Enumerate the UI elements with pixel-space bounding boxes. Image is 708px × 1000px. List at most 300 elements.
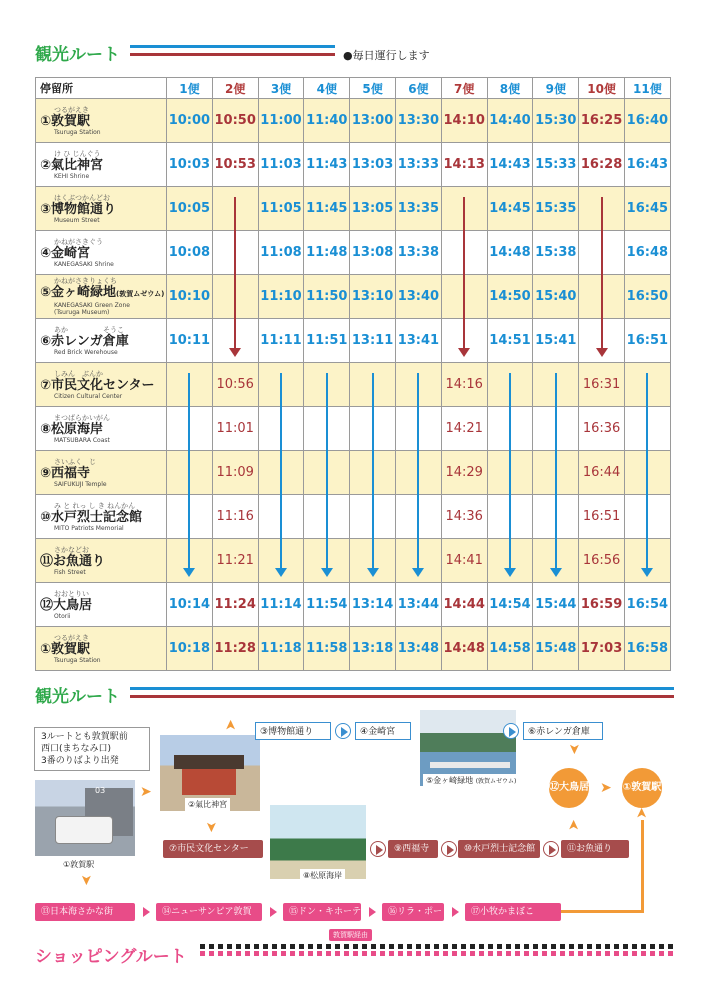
- circle-station: ①敦賀駅: [622, 768, 662, 808]
- dash-mark-bottom: [317, 951, 322, 956]
- dash-mark-top: [227, 944, 232, 949]
- time-cell: 15:38: [533, 231, 579, 275]
- stop-ruby: あか そうこ: [54, 325, 124, 334]
- time-cell: 16:45: [624, 187, 670, 231]
- map-rule-blue: [130, 687, 674, 690]
- time-cell: 11:10: [258, 275, 304, 319]
- stop-ruby: さいふく じ: [54, 457, 96, 466]
- time-cell: 10:53: [212, 143, 258, 187]
- stop-name-text: 大鳥居: [53, 597, 93, 613]
- time-cell: 16:50: [624, 275, 670, 319]
- dash-mark-bottom: [587, 951, 592, 956]
- stop-roman-extra: (Tsuruga Museum): [54, 309, 110, 316]
- time-cell: 16:54: [624, 583, 670, 627]
- time-cell: 11:24: [212, 583, 258, 627]
- dash-mark-bottom: [641, 951, 646, 956]
- time-cell: 11:14: [258, 583, 304, 627]
- stop-ruby: はくぶつかんどお: [54, 193, 110, 202]
- dash-mark-bottom: [659, 951, 664, 956]
- route-line-return: [561, 910, 641, 913]
- caption-station: ①敦賀駅: [60, 858, 97, 871]
- dash-mark-top: [497, 944, 502, 949]
- pier-shape: [430, 762, 510, 768]
- stop-number: ⑪: [40, 553, 54, 569]
- dash-mark-top: [578, 944, 583, 949]
- next-icon: [441, 841, 457, 857]
- dash-mark-bottom: [506, 951, 511, 956]
- shrine-body: [182, 769, 236, 795]
- time-cell: 13:10: [350, 275, 396, 319]
- dash-mark-top: [650, 944, 655, 949]
- stop-name-text: 西福寺: [51, 465, 91, 481]
- callout-line-2: 西口(まちなみ口): [41, 744, 112, 754]
- trip-header: 10便: [579, 78, 625, 99]
- stop-name-text: 氣比神宮: [51, 157, 104, 173]
- dash-mark-top: [425, 944, 430, 949]
- node-lira-port: ⑯リラ・ポート: [382, 903, 444, 921]
- circle-otorii: ⑫大鳥居: [549, 768, 589, 808]
- time-cell: 11:09: [212, 451, 258, 495]
- time-cell: 16:36: [579, 407, 625, 451]
- dash-mark-top: [317, 944, 322, 949]
- dash-mark-top: [245, 944, 250, 949]
- time-cell: 13:00: [350, 99, 396, 143]
- dash-mark-top: [641, 944, 646, 949]
- stop-roman: KEHI Shrine: [54, 172, 90, 180]
- stop-name: [40, 422, 166, 437]
- time-cell: 16:51: [579, 495, 625, 539]
- dash-mark-top: [299, 944, 304, 949]
- dash-mark-bottom: [245, 951, 250, 956]
- stop-roman: Otorii: [54, 612, 71, 620]
- time-cell: 14:48: [487, 231, 533, 275]
- table-row: [36, 275, 671, 319]
- time-cell: 13:18: [350, 627, 396, 671]
- stop-name: [40, 158, 166, 173]
- dash-mark-bottom: [425, 951, 430, 956]
- time-cell: 14:13: [441, 143, 487, 187]
- time-cell: 11:40: [304, 99, 350, 143]
- trip-header: 9便: [533, 78, 579, 99]
- time-cell: 15:44: [533, 583, 579, 627]
- table-row: [36, 627, 671, 671]
- time-cell: 16:40: [624, 99, 670, 143]
- stop-number: ①: [40, 641, 52, 657]
- dash-mark-bottom: [443, 951, 448, 956]
- stop-ruby: つるがえき: [54, 633, 89, 642]
- dash-mark-top: [569, 944, 574, 949]
- next-icon: [335, 723, 351, 739]
- time-cell: 16:28: [579, 143, 625, 187]
- trip-header: 8便: [487, 78, 533, 99]
- stop-cell: [36, 231, 167, 275]
- dash-mark-top: [542, 944, 547, 949]
- dash-mark-top: [488, 944, 493, 949]
- stop-cell: [36, 275, 167, 319]
- time-cell: 11:58: [304, 627, 350, 671]
- stop-number: ①: [40, 113, 52, 129]
- dash-mark-top: [353, 944, 358, 949]
- dash-mark-bottom: [560, 951, 565, 956]
- dash-mark-top: [659, 944, 664, 949]
- dash-mark-bottom: [326, 951, 331, 956]
- time-cell: 16:59: [579, 583, 625, 627]
- dash-mark-bottom: [236, 951, 241, 956]
- stop-name: [40, 114, 166, 129]
- time-cell: 11:11: [258, 319, 304, 363]
- caption-matsubara: ⑧松原海岸: [300, 869, 345, 882]
- stop-number: ⑦: [40, 377, 52, 393]
- time-cell: 16:43: [624, 143, 670, 187]
- stop-roman: KANEGASAKI Green Zone: [54, 302, 130, 309]
- time-cell: 13:35: [395, 187, 441, 231]
- stop-name-text: 金崎宮: [51, 245, 91, 261]
- trip-header: 6便: [395, 78, 441, 99]
- arrow-return-up: ➤: [633, 807, 650, 819]
- dash-mark-bottom: [497, 951, 502, 956]
- next-icon: [370, 841, 386, 857]
- table-row: [36, 407, 671, 451]
- node-new-sunpia: ⑭ニューサンピア敦賀: [156, 903, 262, 921]
- time-cell: 15:33: [533, 143, 579, 187]
- stop-cell: [36, 539, 167, 583]
- table-row: [36, 451, 671, 495]
- stop-cell: [36, 627, 167, 671]
- dash-mark-top: [470, 944, 475, 949]
- time-cell: 14:58: [487, 627, 533, 671]
- caption-green-zone-extra: (敦賀ムゼウム): [475, 778, 517, 785]
- dash-mark-bottom: [524, 951, 529, 956]
- dash-mark-top: [281, 944, 286, 949]
- dash-mark-top: [335, 944, 340, 949]
- stop-roman: Tsuruga Station: [54, 656, 101, 664]
- time-cell: 17:03: [579, 627, 625, 671]
- stop-roman: KANEGASAKI Shrine: [54, 260, 114, 268]
- trip-header: 3便: [258, 78, 304, 99]
- time-cell: 11:48: [304, 231, 350, 275]
- stop-name-text: 市民文化センター: [51, 377, 155, 393]
- dash-mark-top: [551, 944, 556, 949]
- stop-number: ⑩: [40, 509, 52, 525]
- dash-mark-top: [371, 944, 376, 949]
- time-cell: 11:43: [304, 143, 350, 187]
- section-title-sightseeing-map: 観光ルート: [35, 687, 120, 707]
- time-cell: 11:50: [304, 275, 350, 319]
- daily-operation-note: ●毎日運行します: [343, 49, 430, 62]
- dash-mark-top: [434, 944, 439, 949]
- time-cell: 14:21: [441, 407, 487, 451]
- stop-cell: [36, 187, 167, 231]
- time-cell: 16:48: [624, 231, 670, 275]
- dash-mark-top: [389, 944, 394, 949]
- dash-mark-top: [362, 944, 367, 949]
- stop-cell: [36, 99, 167, 143]
- time-cell: 10:00: [167, 99, 213, 143]
- stop-column-header: 停留所: [36, 78, 167, 99]
- stop-ruby: け ひ じんぐう: [54, 149, 101, 158]
- skip-arrow: [646, 373, 648, 569]
- node-red-brick-warehouse: ⑥赤レンガ倉庫: [523, 722, 603, 740]
- time-cell: 14:44: [441, 583, 487, 627]
- dash-mark-bottom: [533, 951, 538, 956]
- time-cell: 10:11: [167, 319, 213, 363]
- dash-mark-bottom: [281, 951, 286, 956]
- stop-cell: [36, 363, 167, 407]
- dash-mark-bottom: [218, 951, 223, 956]
- time-cell: 11:18: [258, 627, 304, 671]
- stop-name: [40, 510, 166, 525]
- stop-ruby: かねがさきりょくち: [54, 277, 117, 285]
- time-cell: 13:03: [350, 143, 396, 187]
- time-cell: 10:56: [212, 363, 258, 407]
- dash-mark-top: [587, 944, 592, 949]
- stop-roman: Red Brick Werehouse: [54, 348, 118, 356]
- time-cell: 13:05: [350, 187, 396, 231]
- time-cell: 10:03: [167, 143, 213, 187]
- stop-roman: Fish Street: [54, 568, 86, 576]
- dash-mark-bottom: [596, 951, 601, 956]
- dash-mark-bottom: [632, 951, 637, 956]
- dash-mark-top: [632, 944, 637, 949]
- tsuruga-station-photo: [35, 780, 135, 856]
- shrine-roof: [174, 755, 244, 769]
- stop-cell: [36, 319, 167, 363]
- time-cell: 15:41: [533, 319, 579, 363]
- time-cell: 16:58: [624, 627, 670, 671]
- table-row: [36, 143, 671, 187]
- stop-roman: Citizen Cultural Center: [54, 392, 123, 400]
- dash-mark-bottom: [542, 951, 547, 956]
- time-cell: 14:45: [487, 187, 533, 231]
- dash-mark-bottom: [371, 951, 376, 956]
- time-cell: 10:18: [167, 627, 213, 671]
- stop-name-text: 水戸烈士記念館: [51, 509, 143, 525]
- caption-green-zone-name: ⑤金ヶ崎緑地: [426, 776, 474, 785]
- stop-name-text: 松原海岸: [51, 421, 104, 437]
- dash-mark-bottom: [578, 951, 583, 956]
- node-don-quijote: ⑮ドン・キホーテ: [283, 903, 361, 921]
- skip-arrow: [463, 197, 465, 349]
- stop-roman: Museum Street: [54, 216, 100, 224]
- stop-number: ④: [40, 245, 52, 261]
- time-cell: 14:41: [441, 539, 487, 583]
- stop-cell: [36, 451, 167, 495]
- time-cell: 15:40: [533, 275, 579, 319]
- stop-name: [40, 598, 166, 613]
- dash-mark-top: [200, 944, 205, 949]
- skip-arrow: [326, 373, 328, 569]
- time-cell: 13:33: [395, 143, 441, 187]
- skip-arrow: [601, 197, 603, 349]
- stop-ruby: つるがえき: [54, 105, 89, 114]
- dash-mark-top: [596, 944, 601, 949]
- node-kanegasaki-shrine: ④金崎宮: [355, 722, 411, 740]
- caption-green-zone: [423, 774, 519, 787]
- table-row: [36, 495, 671, 539]
- time-cell: 11:05: [258, 187, 304, 231]
- dash-mark-top: [254, 944, 259, 949]
- trip-header: 4便: [304, 78, 350, 99]
- time-cell: 14:36: [441, 495, 487, 539]
- trip-header: 5便: [350, 78, 396, 99]
- stop-roman: MATSUBARA Coast: [54, 436, 110, 444]
- dash-mark-bottom: [272, 951, 277, 956]
- arrow-kehi-up: ➤: [222, 719, 239, 731]
- arrow-otorii-to-station: ➤: [600, 780, 612, 796]
- dash-mark-bottom: [605, 951, 610, 956]
- dash-mark-bottom: [353, 951, 358, 956]
- stop-name: [40, 246, 166, 261]
- trip-header: 7便: [441, 78, 487, 99]
- skip-arrow: [509, 373, 511, 569]
- time-cell: 16:51: [624, 319, 670, 363]
- stop-name: [40, 554, 166, 569]
- dash-mark-bottom: [614, 951, 619, 956]
- dash-mark-bottom: [299, 951, 304, 956]
- stop-roman: Tsuruga Station: [54, 128, 101, 136]
- node-saifukuji: ⑨西福寺: [388, 840, 438, 858]
- dash-mark-top: [344, 944, 349, 949]
- node-citizen-center: ⑦市民文化センター: [163, 840, 263, 858]
- skip-arrow: [555, 373, 557, 569]
- dash-mark-bottom: [335, 951, 340, 956]
- arrow-fish-up: ➤: [565, 819, 582, 831]
- callout-line-1: 3ルートとも敦賀駅前: [41, 732, 128, 742]
- departure-callout: [34, 727, 150, 771]
- stop-ruby: しみん ぶんか: [54, 369, 103, 378]
- station-sign: 03: [95, 786, 106, 795]
- dash-mark-bottom: [650, 951, 655, 956]
- dash-mark-bottom: [380, 951, 385, 956]
- dash-mark-bottom: [263, 951, 268, 956]
- dash-mark-top: [236, 944, 241, 949]
- dash-mark-top: [398, 944, 403, 949]
- arrow-warehouse-down: ➤: [565, 743, 582, 755]
- dash-mark-top: [380, 944, 385, 949]
- skip-arrow: [417, 373, 419, 569]
- table-row: [36, 187, 671, 231]
- time-cell: 10:08: [167, 231, 213, 275]
- timetable: [35, 77, 671, 671]
- time-cell: 10:05: [167, 187, 213, 231]
- matsubara-photo: [270, 805, 366, 879]
- dash-mark-top: [308, 944, 313, 949]
- dash-mark-bottom: [479, 951, 484, 956]
- dash-mark-top: [290, 944, 295, 949]
- skip-arrow: [188, 373, 190, 569]
- dash-mark-bottom: [308, 951, 313, 956]
- node-fish-street: ⑪お魚通り: [561, 840, 629, 858]
- time-cell: 11:08: [258, 231, 304, 275]
- time-cell: 11:03: [258, 143, 304, 187]
- time-cell: 16:25: [579, 99, 625, 143]
- stop-ruby: まつばらかいがん: [54, 413, 110, 422]
- trip-header: 2便: [212, 78, 258, 99]
- stop-name: [40, 642, 166, 657]
- time-cell: 16:44: [579, 451, 625, 495]
- dash-mark-top: [461, 944, 466, 949]
- dash-mark-top: [623, 944, 628, 949]
- dash-mark-top: [407, 944, 412, 949]
- dash-mark-bottom: [668, 951, 673, 956]
- next-icon: [138, 904, 154, 920]
- dash-mark-top: [605, 944, 610, 949]
- stop-ruby: かねがさきぐう: [54, 237, 103, 246]
- dash-mark-bottom: [452, 951, 457, 956]
- stop-roman: MITO Patriots Memorial: [54, 524, 124, 532]
- node-sakana-machi: ⑬日本海さかな街: [35, 903, 135, 921]
- dash-mark-top: [479, 944, 484, 949]
- dash-mark-bottom: [569, 951, 574, 956]
- section-title-shopping: ショッピングルート: [35, 947, 187, 967]
- via-tsuruga-station: 敦賀駅経由: [329, 929, 372, 941]
- dash-mark-bottom: [551, 951, 556, 956]
- stop-roman: SAIFUKUJI Temple: [54, 480, 107, 488]
- table-row: [36, 539, 671, 583]
- time-cell: 16:31: [579, 363, 625, 407]
- time-cell: 11:51: [304, 319, 350, 363]
- time-cell: 13:41: [395, 319, 441, 363]
- time-cell: 14:51: [487, 319, 533, 363]
- time-cell: 11:28: [212, 627, 258, 671]
- dash-mark-top: [452, 944, 457, 949]
- dash-mark-bottom: [227, 951, 232, 956]
- time-cell: 15:30: [533, 99, 579, 143]
- time-cell: 13:30: [395, 99, 441, 143]
- map-rule-red: [130, 695, 674, 698]
- stop-ruby: おおとりい: [54, 589, 89, 598]
- next-icon: [265, 904, 281, 920]
- stop-cell: [36, 583, 167, 627]
- stop-name: [40, 466, 166, 481]
- stop-name-text: 博物館通り: [51, 201, 117, 217]
- time-cell: 13:14: [350, 583, 396, 627]
- arrow-station-to-kehi: ➤: [140, 784, 152, 800]
- dash-mark-bottom: [398, 951, 403, 956]
- skip-arrow: [280, 373, 282, 569]
- stop-cell: [36, 407, 167, 451]
- dash-mark-bottom: [434, 951, 439, 956]
- dash-mark-top: [326, 944, 331, 949]
- time-cell: 13:11: [350, 319, 396, 363]
- dash-mark-top: [218, 944, 223, 949]
- time-cell: 13:08: [350, 231, 396, 275]
- dash-mark-bottom: [362, 951, 367, 956]
- dash-mark-top: [614, 944, 619, 949]
- stop-name: [40, 285, 166, 302]
- time-cell: 15:48: [533, 627, 579, 671]
- shopping-rule: [200, 944, 674, 956]
- stop-name-text: 敦賀駅: [51, 113, 91, 129]
- time-cell: 11:21: [212, 539, 258, 583]
- table-row: [36, 99, 671, 143]
- table-row: [36, 319, 671, 363]
- bus-shape: [55, 816, 113, 844]
- stop-number: ③: [40, 201, 52, 217]
- time-cell: 14:16: [441, 363, 487, 407]
- time-cell: 11:45: [304, 187, 350, 231]
- time-cell: 13:48: [395, 627, 441, 671]
- dash-mark-bottom: [209, 951, 214, 956]
- time-cell: 11:16: [212, 495, 258, 539]
- arrow-station-down: ➤: [77, 874, 94, 886]
- stop-number: ⑧: [40, 421, 52, 437]
- stop-name-extra: (敦賀ムゼウム): [116, 290, 165, 298]
- dash-mark-top: [443, 944, 448, 949]
- trip-header: 1便: [167, 78, 213, 99]
- time-cell: 15:35: [533, 187, 579, 231]
- time-cell: 10:14: [167, 583, 213, 627]
